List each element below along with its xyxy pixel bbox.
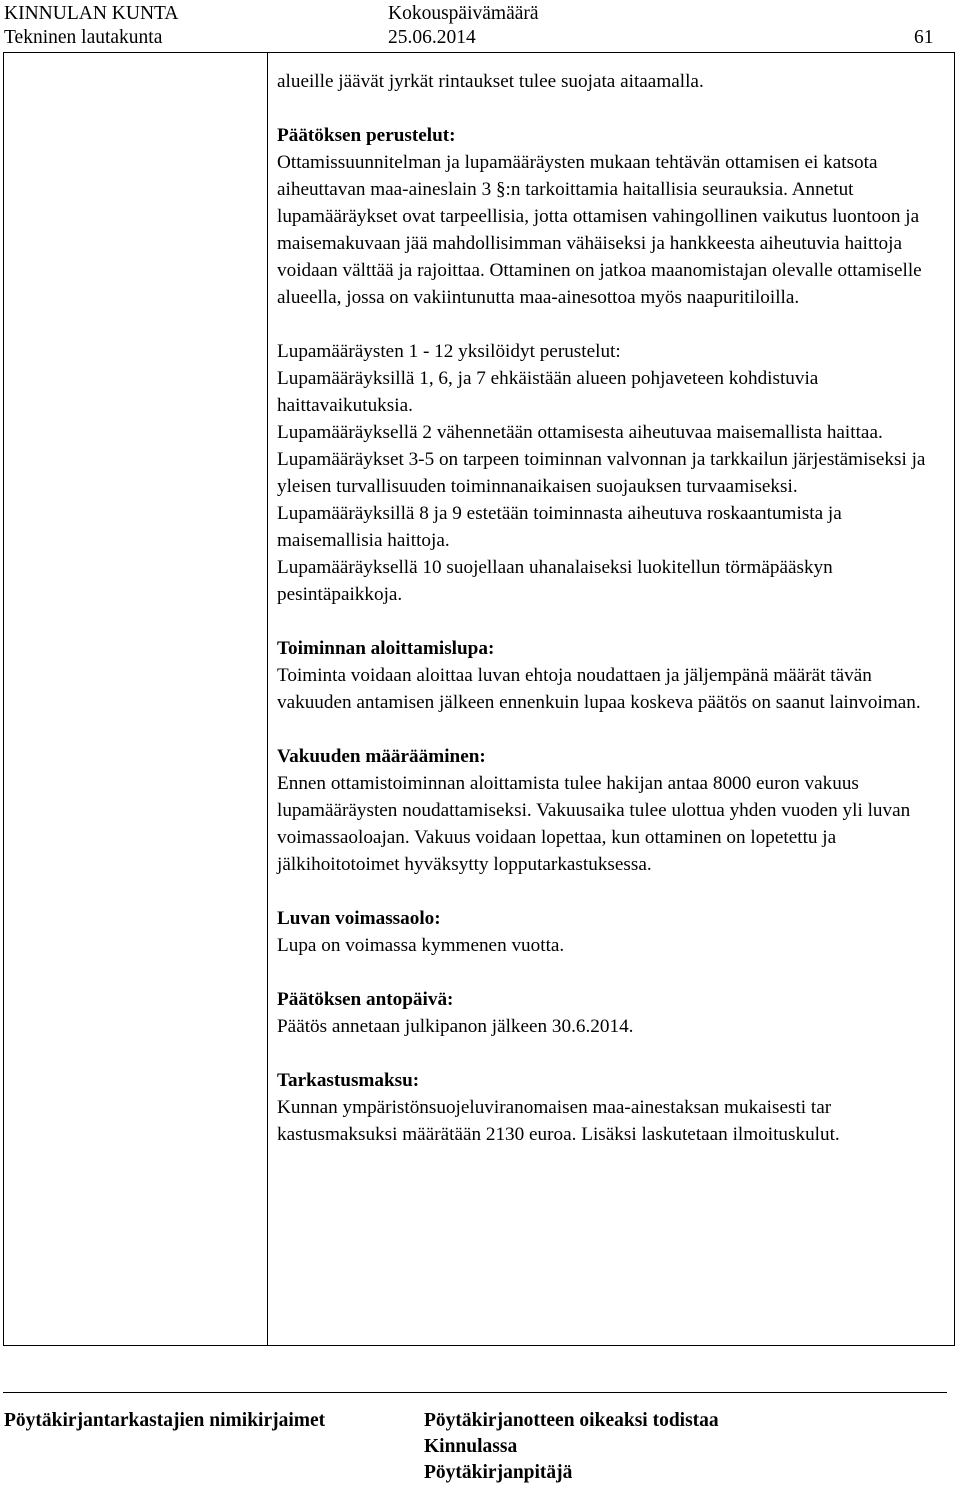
footer-certify-label: Pöytäkirjanotteen oikeaksi todistaa bbox=[424, 1410, 719, 1431]
lupamaarays-item: Lupamääräyksillä 1, 6, ja 7 ehkäistään alueen pohjaveteen kohdistuvia haittavaikutuksia. bbox=[277, 368, 819, 416]
footer-rule bbox=[3, 1392, 947, 1393]
board-name: Tekninen lautakunta bbox=[4, 27, 163, 48]
antopaiva-text: Päätös annetaan julkipanon jälkeen 30.6.2014. bbox=[277, 1016, 634, 1037]
meeting-date-label: Kokouspäivämäärä bbox=[388, 3, 539, 24]
vakuus-text: Ennen ottamistoiminnan aloittamista tulee hakijan antaa 8000 euron vakuus lupamääräysten noudattamiseksi. Vakuusaika tulee ulottua yhden vuoden yli luvan voimassaoloajan. Vakuus voidaan lopettaa, kun ottaminen on lopetettu ja jälkihoitotoimet hyväksytty lopputarkastuksessa. bbox=[277, 773, 911, 875]
voimassaolo-text: Lupa on voimassa kymmenen vuotta. bbox=[277, 935, 565, 956]
content-frame bbox=[3, 52, 955, 1346]
voimassaolo-heading: Luvan voimassaolo: bbox=[277, 908, 441, 929]
intro-text: alueille jäävät jyrkät rintaukset tulee suojata aitaamalla. bbox=[277, 71, 704, 92]
lupamaaraykset-heading: Lupamääräysten 1 - 12 yksilöidyt perustelut: bbox=[277, 341, 621, 362]
perustelut-text: Ottamissuunnitelman ja lupamääräysten mukaan tehtävän ottamisen ei katsota aiheuttavan maa-aineslain 3 §:n tarkoittamia haitallisia seurauksia. Annetut lupamääräykset ovat tarpeellisia, jotta ottamisen vahingollinen vaikutus luontoon ja maisemakuvaan jää mahdollisimman vähäiseksi ja hankkeesta aiheutuvia haittoja voidaan välttää ja rajoittaa. Ottaminen on jatkoa maanomistajan olevalle ottamiselle alueella, jossa on vakiintunutta maa-ainesottoa myös naapuritiloilla. bbox=[277, 152, 922, 308]
antopaiva-heading: Päätöksen antopäivä: bbox=[277, 989, 454, 1010]
footer-place: Kinnulassa bbox=[424, 1436, 518, 1457]
footer-secretary: Pöytäkirjanpitäjä bbox=[424, 1462, 573, 1483]
decision-text bbox=[277, 68, 947, 1148]
tarkastusmaksu-heading: Tarkastusmaksu: bbox=[277, 1070, 420, 1091]
meeting-date: 25.06.2014 bbox=[388, 27, 476, 48]
vakuus-heading: Vakuuden määrääminen: bbox=[277, 746, 486, 767]
aloittamislupa-heading: Toiminnan aloittamislupa: bbox=[277, 638, 495, 659]
lupamaarays-item: Lupamääräykset 3-5 on tarpeen toiminnan valvonnan ja tarkkailun järjestämiseksi ja yleisen turvallisuuden toiminnanaikaisen suojauksen turvaamiseksi. bbox=[277, 449, 926, 497]
column-divider bbox=[267, 53, 268, 1345]
page-number: 61 bbox=[914, 27, 934, 48]
aloittamislupa-text: Toiminta voidaan aloittaa luvan ehtoja noudattaen ja jäljempänä määrät tävän vakuuden antamisen jälkeen ennenkuin lupaa koskeva päätös on saanut lainvoiman. bbox=[277, 665, 921, 713]
footer-initials-label: Pöytäkirjantarkastajien nimikirjaimet bbox=[4, 1410, 326, 1431]
lupamaarays-item: Lupamääräyksellä 2 vähennetään ottamisesta aiheutuvaa maisemallista haittaa. bbox=[277, 422, 883, 443]
tarkastusmaksu-text: Kunnan ympäristönsuojeluviranomaisen maa-ainestaksan mukaisesti tar kastusmaksuksi määrätään 2130 euroa. Lisäksi laskutetaan ilmoituskulut. bbox=[277, 1097, 840, 1145]
lupamaarays-item: Lupamääräyksillä 8 ja 9 estetään toiminnasta aiheutuva roskaantumista ja maisemallisia haittoja. bbox=[277, 503, 842, 551]
perustelut-heading: Päätöksen perustelut: bbox=[277, 125, 456, 146]
lupamaarays-item: Lupamääräyksellä 10 suojellaan uhanalaiseksi luokitellun törmäpääskyn pesintäpaikkoja. bbox=[277, 557, 833, 605]
municipality-name: KINNULAN KUNTA bbox=[4, 3, 179, 24]
